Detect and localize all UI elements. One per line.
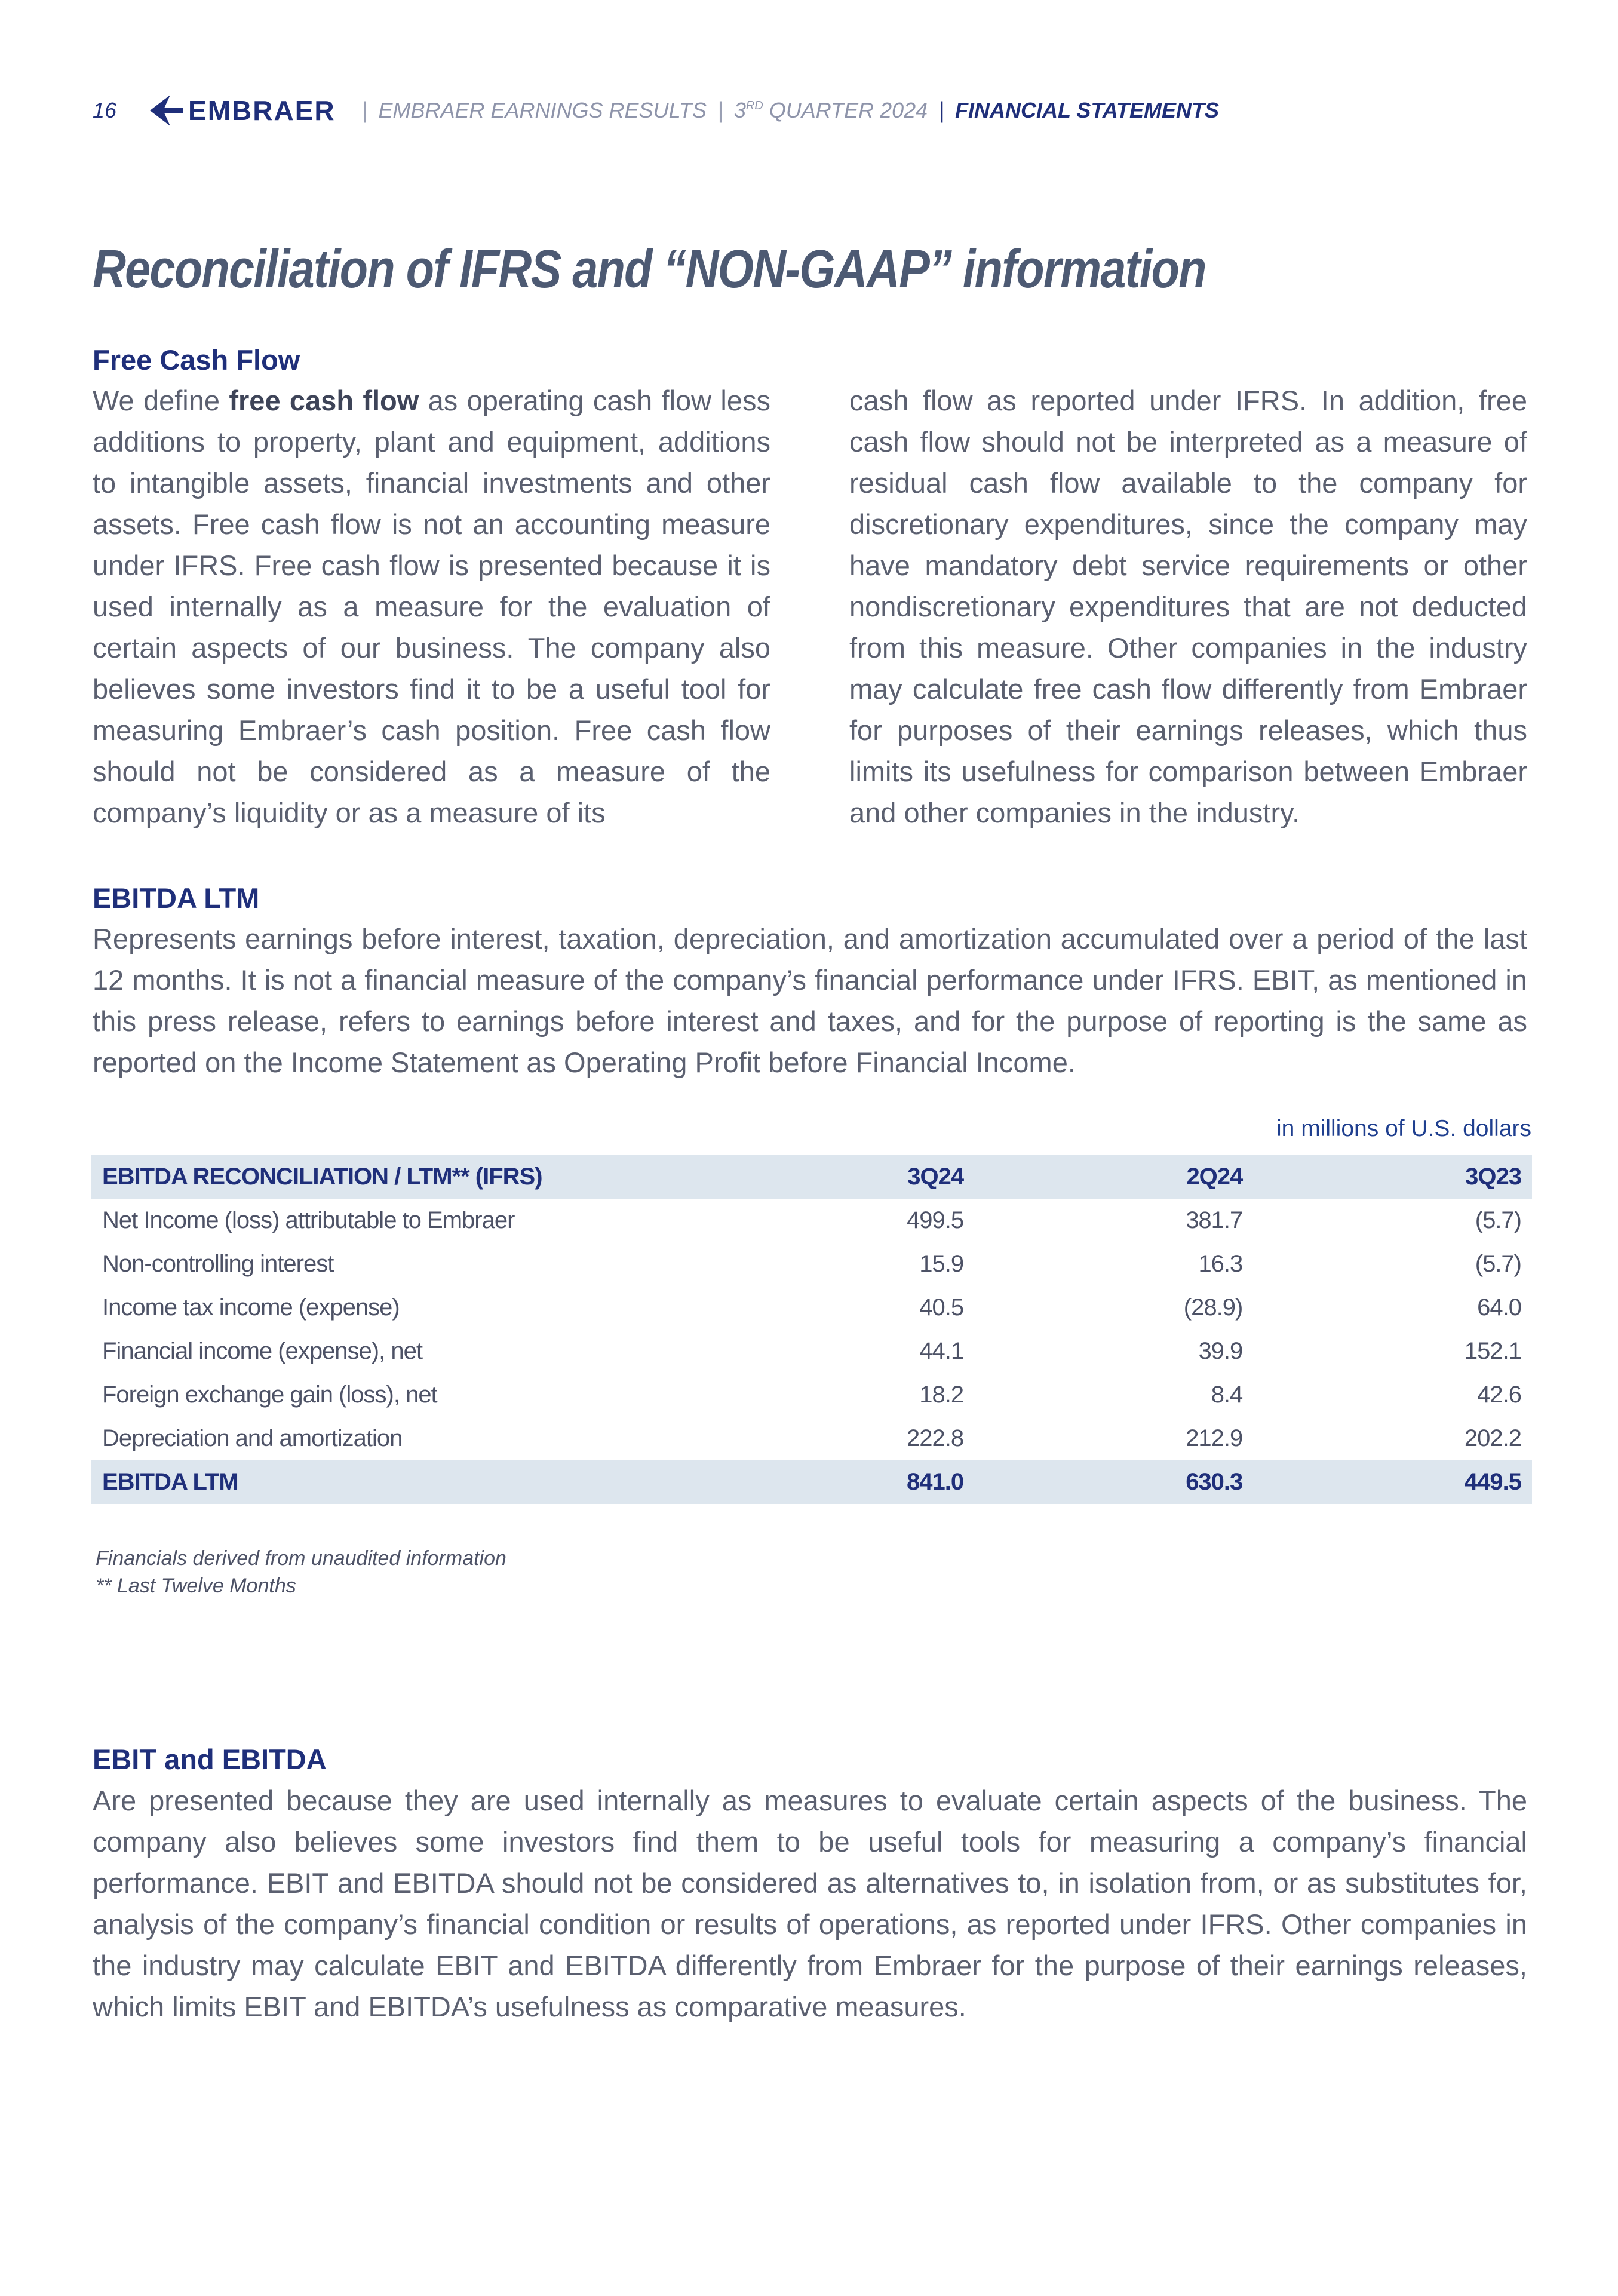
footnote-unaudited: Financials derived from unaudited information [96,1547,506,1570]
fcf-term: free cash flow [229,385,419,416]
header-separator: | [717,97,723,123]
total-value: 630.3 [1186,1469,1243,1495]
section-label: FINANCIAL STATEMENTS [955,98,1220,122]
cell-value: 381.7 [1186,1207,1243,1233]
column-header: 3Q24 [907,1164,964,1190]
fcf-text-start: We define [93,385,229,416]
cell-value: 222.8 [907,1425,964,1451]
cell-value: 8.4 [1211,1382,1243,1408]
table-row [91,1373,1532,1417]
header-separator: | [938,97,945,123]
row-label: Foreign exchange gain (loss), net [102,1382,437,1408]
logo-text: EMBRAER [188,95,336,126]
row-label: Depreciation and amortization [102,1425,403,1451]
column-header: 3Q23 [1465,1164,1521,1190]
page-header [93,90,1219,131]
header-separator: | [361,97,368,123]
embraer-logo [146,94,336,127]
table-total-row [91,1460,1532,1504]
footnote-ltm: ** Last Twelve Months [96,1574,296,1597]
cell-value: (5.7) [1475,1207,1521,1233]
page-title: Reconciliation of IFRS and “NON-GAAP” information [93,240,1206,299]
cell-value: (28.9) [1183,1294,1243,1321]
free-cash-flow-column-1 [93,380,770,833]
ebitda-ltm-text: Represents earnings before interest, taxation, depreciation, and amortization accumulated over a period of the last 12 months. It is not a financial measure of the company’s financial performance under IFRS. EBIT, as mentioned in this press release, refers to earnings before interest and taxes, and for the purpose of reporting is the same as reported on the Income Statement as Operating Profit before Financial Income. [93,923,1527,1078]
quarter-ordinal: RD [745,99,763,112]
free-cash-flow-column-2: cash flow as reported under IFRS. In addition, free cash flow should not be interpreted as a measure of residual cash flow available to the company for discretionary expenditures, since the company may have mandatory debt service requirements or other nondiscretionary expenditures that are not deducted from this measure. Other companies in the industry may calculate free cash flow differently from Embraer for purposes of their earnings releases, which thus limits its usefulness for comparison between Embraer and other companies in the industry. [849,385,1527,828]
table-row [91,1286,1532,1330]
cell-value: 42.6 [1477,1382,1521,1408]
ebit-ebitda-heading: EBIT and EBITDA [93,1744,327,1775]
table-row [91,1330,1532,1373]
free-cash-flow-heading: Free Cash Flow [93,344,300,376]
table-row [91,1417,1532,1460]
cell-value: 44.1 [919,1338,964,1364]
cell-value: 18.2 [919,1382,964,1408]
unit-note: in millions of U.S. dollars [1276,1116,1531,1141]
quarter-label [734,98,928,123]
fcf-text-rest: as operating cash flow less additions to property, plant and equipment, additions to intangible assets, financial investments and other assets. Free cash flow is not an accounting measure under IFRS. Free cash flow is presented because it is used internally as a measure for the evaluation of certain aspects of our business. The company also believes some investors find it to be a useful tool for measuring Embraer’s cash position. Free cash flow should not be considered as a measure of the company’s liquidity or as a measure of its [93,385,770,828]
total-label: EBITDA LTM [102,1469,238,1495]
column-header: 2Q24 [1186,1164,1243,1190]
quarter-number: 3 [733,98,746,122]
cell-value: 64.0 [1477,1294,1521,1321]
table-header-row [91,1155,1532,1199]
ebitda-reconciliation-table [91,1155,1532,1504]
row-label: Income tax income (expense) [102,1294,400,1321]
ebitda-ltm-heading: EBITDA LTM [93,882,260,914]
total-value: 841.0 [907,1469,964,1495]
cell-value: 212.9 [1186,1425,1243,1451]
table-row [91,1199,1532,1242]
cell-value: 16.3 [1198,1251,1243,1277]
page-number: 16 [93,98,117,122]
cell-value: 39.9 [1198,1338,1243,1364]
row-label: Net Income (loss) attributable to Embraer [102,1207,515,1233]
row-label: Financial income (expense), net [102,1338,422,1364]
embraer-arrow-icon [146,94,185,127]
cell-value: 202.2 [1464,1425,1521,1451]
row-label: Non-controlling interest [102,1251,334,1277]
cell-value: 499.5 [907,1207,964,1233]
quarter-text: QUARTER 2024 [763,98,928,122]
column-header: EBITDA RECONCILIATION / LTM** (IFRS) [102,1164,542,1190]
cell-value: 15.9 [919,1251,964,1277]
doc-title: EMBRAER EARNINGS RESULTS [378,98,707,122]
cell-value: 40.5 [919,1294,964,1321]
cell-value: (5.7) [1475,1251,1521,1277]
total-value: 449.5 [1464,1469,1521,1495]
cell-value: 152.1 [1464,1338,1521,1364]
ebit-ebitda-text: Are presented because they are used internally as measures to evaluate certain aspects of the business. The company also believes some investors find them to be useful tools for measuring a company’s financial performance. EBIT and EBITDA should not be considered as alternatives to, in isolation from, or as substitutes for, analysis of the company’s financial condition or results of operations, as reported under IFRS. Other companies in the industry may calculate EBIT and EBITDA differently from Embraer for the purpose of their earnings releases, which limits EBIT and EBITDA’s usefulness as comparative measures. [93,1785,1527,2022]
table-row [91,1242,1532,1286]
